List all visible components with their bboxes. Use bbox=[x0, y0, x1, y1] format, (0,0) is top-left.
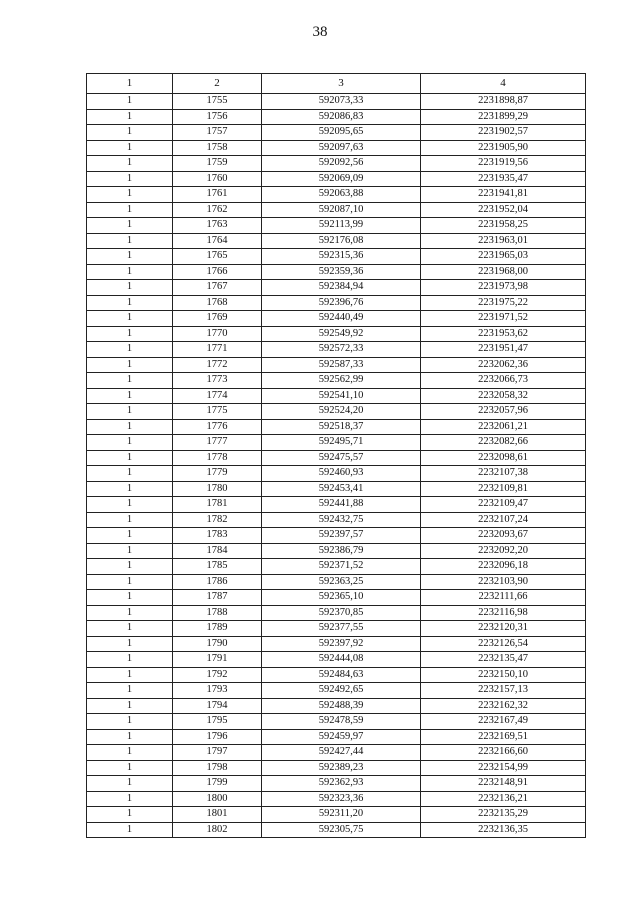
column-4-cell: 2232098,61 bbox=[421, 450, 586, 466]
column-2-cell: 1783 bbox=[173, 528, 262, 544]
column-1-cell: 1 bbox=[87, 202, 173, 218]
page-number: 38 bbox=[312, 24, 328, 40]
column-1-cell: 1 bbox=[87, 528, 173, 544]
column-4-cell: 2232136,21 bbox=[421, 791, 586, 807]
table-row bbox=[87, 466, 586, 482]
column-1-cell: 1 bbox=[87, 698, 173, 714]
column-1-cell: 1 bbox=[87, 249, 173, 265]
column-2-cell: 1796 bbox=[173, 729, 262, 745]
column-2-cell: 1802 bbox=[173, 822, 262, 838]
column-1-cell: 1 bbox=[87, 342, 173, 358]
column-3-cell: 592359,36 bbox=[262, 264, 421, 280]
column-3-cell: 592087,10 bbox=[262, 202, 421, 218]
column-3-cell: 592362,93 bbox=[262, 776, 421, 792]
table-header-row bbox=[87, 74, 586, 94]
column-1-cell: 1 bbox=[87, 295, 173, 311]
column-2-cell: 1781 bbox=[173, 497, 262, 513]
column-4-cell: 2232109,81 bbox=[421, 481, 586, 497]
column-2-cell: 1768 bbox=[173, 295, 262, 311]
table-row bbox=[87, 233, 586, 249]
table-row bbox=[87, 326, 586, 342]
column-2-cell: 1762 bbox=[173, 202, 262, 218]
column-4-cell: 2231898,87 bbox=[421, 94, 586, 110]
column-4-cell: 2232107,38 bbox=[421, 466, 586, 482]
column-2-cell: 1770 bbox=[173, 326, 262, 342]
column-2-cell: 1763 bbox=[173, 218, 262, 234]
column-1-cell: 1 bbox=[87, 218, 173, 234]
column-4-cell: 2231958,25 bbox=[421, 218, 586, 234]
column-2-cell: 1758 bbox=[173, 140, 262, 156]
column-1-cell: 1 bbox=[87, 822, 173, 838]
table-body bbox=[87, 94, 586, 838]
column-2-cell: 1756 bbox=[173, 109, 262, 125]
column-1-cell: 1 bbox=[87, 791, 173, 807]
table-row bbox=[87, 512, 586, 528]
column-3-cell: 592453,41 bbox=[262, 481, 421, 497]
table-row bbox=[87, 435, 586, 451]
table-row bbox=[87, 652, 586, 668]
column-2-cell: 1773 bbox=[173, 373, 262, 389]
column-1-cell: 1 bbox=[87, 512, 173, 528]
column-4-cell: 2231951,47 bbox=[421, 342, 586, 358]
column-3-cell: 592073,33 bbox=[262, 94, 421, 110]
table-row bbox=[87, 94, 586, 110]
column-1-cell: 1 bbox=[87, 388, 173, 404]
column-header-4: 4 bbox=[421, 74, 586, 94]
table-row bbox=[87, 807, 586, 823]
table-row bbox=[87, 264, 586, 280]
column-1-cell: 1 bbox=[87, 94, 173, 110]
table-row bbox=[87, 559, 586, 575]
column-1-cell: 1 bbox=[87, 125, 173, 141]
column-4-cell: 2232135,47 bbox=[421, 652, 586, 668]
column-4-cell: 2231968,00 bbox=[421, 264, 586, 280]
column-2-cell: 1786 bbox=[173, 574, 262, 590]
table-row bbox=[87, 776, 586, 792]
column-4-cell: 2231952,04 bbox=[421, 202, 586, 218]
table-row bbox=[87, 605, 586, 621]
table-row bbox=[87, 698, 586, 714]
column-3-cell: 592432,75 bbox=[262, 512, 421, 528]
column-4-cell: 2232058,32 bbox=[421, 388, 586, 404]
table-row bbox=[87, 140, 586, 156]
table-row bbox=[87, 497, 586, 513]
column-header-3: 3 bbox=[262, 74, 421, 94]
column-3-cell: 592370,85 bbox=[262, 605, 421, 621]
column-1-cell: 1 bbox=[87, 683, 173, 699]
column-3-cell: 592549,92 bbox=[262, 326, 421, 342]
table-row bbox=[87, 667, 586, 683]
table-row bbox=[87, 683, 586, 699]
table-row bbox=[87, 450, 586, 466]
table-row bbox=[87, 156, 586, 172]
column-2-cell: 1790 bbox=[173, 636, 262, 652]
column-4-cell: 2231899,29 bbox=[421, 109, 586, 125]
column-4-cell: 2232167,49 bbox=[421, 714, 586, 730]
column-1-cell: 1 bbox=[87, 140, 173, 156]
column-4-cell: 2231963,01 bbox=[421, 233, 586, 249]
coordinates-table bbox=[86, 73, 586, 838]
column-1-cell: 1 bbox=[87, 667, 173, 683]
column-4-cell: 2232135,29 bbox=[421, 807, 586, 823]
column-header-1: 1 bbox=[87, 74, 173, 94]
column-2-cell: 1775 bbox=[173, 404, 262, 420]
table-row bbox=[87, 791, 586, 807]
column-2-cell: 1766 bbox=[173, 264, 262, 280]
column-2-cell: 1791 bbox=[173, 652, 262, 668]
column-3-cell: 592492,65 bbox=[262, 683, 421, 699]
column-3-cell: 592396,76 bbox=[262, 295, 421, 311]
column-2-cell: 1764 bbox=[173, 233, 262, 249]
column-1-cell: 1 bbox=[87, 311, 173, 327]
column-3-cell: 592541,10 bbox=[262, 388, 421, 404]
column-1-cell: 1 bbox=[87, 466, 173, 482]
column-2-cell: 1798 bbox=[173, 760, 262, 776]
column-2-cell: 1793 bbox=[173, 683, 262, 699]
column-4-cell: 2231935,47 bbox=[421, 171, 586, 187]
column-2-cell: 1759 bbox=[173, 156, 262, 172]
column-1-cell: 1 bbox=[87, 745, 173, 761]
column-1-cell: 1 bbox=[87, 807, 173, 823]
column-3-cell: 592363,25 bbox=[262, 574, 421, 590]
column-1-cell: 1 bbox=[87, 543, 173, 559]
column-1-cell: 1 bbox=[87, 373, 173, 389]
column-1-cell: 1 bbox=[87, 264, 173, 280]
column-3-cell: 592371,52 bbox=[262, 559, 421, 575]
column-1-cell: 1 bbox=[87, 590, 173, 606]
column-2-cell: 1778 bbox=[173, 450, 262, 466]
column-3-cell: 592315,36 bbox=[262, 249, 421, 265]
column-2-cell: 1774 bbox=[173, 388, 262, 404]
column-4-cell: 2231902,57 bbox=[421, 125, 586, 141]
table-row bbox=[87, 419, 586, 435]
table-row bbox=[87, 714, 586, 730]
column-3-cell: 592397,57 bbox=[262, 528, 421, 544]
column-3-cell: 592365,10 bbox=[262, 590, 421, 606]
column-2-cell: 1772 bbox=[173, 357, 262, 373]
column-2-cell: 1760 bbox=[173, 171, 262, 187]
table-row bbox=[87, 543, 586, 559]
column-3-cell: 592063,88 bbox=[262, 187, 421, 203]
column-1-cell: 1 bbox=[87, 574, 173, 590]
column-3-cell: 592444,08 bbox=[262, 652, 421, 668]
column-4-cell: 2232166,60 bbox=[421, 745, 586, 761]
column-2-cell: 1785 bbox=[173, 559, 262, 575]
column-4-cell: 2232061,21 bbox=[421, 419, 586, 435]
column-1-cell: 1 bbox=[87, 760, 173, 776]
column-4-cell: 2231975,22 bbox=[421, 295, 586, 311]
column-4-cell: 2232157,13 bbox=[421, 683, 586, 699]
column-2-cell: 1797 bbox=[173, 745, 262, 761]
table-row bbox=[87, 249, 586, 265]
column-3-cell: 592384,94 bbox=[262, 280, 421, 296]
column-2-cell: 1789 bbox=[173, 621, 262, 637]
column-1-cell: 1 bbox=[87, 636, 173, 652]
column-3-cell: 592386,79 bbox=[262, 543, 421, 559]
column-4-cell: 2231941,81 bbox=[421, 187, 586, 203]
column-1-cell: 1 bbox=[87, 497, 173, 513]
column-2-cell: 1769 bbox=[173, 311, 262, 327]
column-3-cell: 592495,71 bbox=[262, 435, 421, 451]
column-4-cell: 2231971,52 bbox=[421, 311, 586, 327]
column-4-cell: 2231965,03 bbox=[421, 249, 586, 265]
column-3-cell: 592113,99 bbox=[262, 218, 421, 234]
table-row bbox=[87, 729, 586, 745]
column-4-cell: 2231953,62 bbox=[421, 326, 586, 342]
column-1-cell: 1 bbox=[87, 435, 173, 451]
column-4-cell: 2231919,56 bbox=[421, 156, 586, 172]
column-2-cell: 1784 bbox=[173, 543, 262, 559]
column-3-cell: 592086,83 bbox=[262, 109, 421, 125]
column-3-cell: 592488,39 bbox=[262, 698, 421, 714]
column-1-cell: 1 bbox=[87, 156, 173, 172]
column-1-cell: 1 bbox=[87, 233, 173, 249]
column-4-cell: 2232066,73 bbox=[421, 373, 586, 389]
column-3-cell: 592097,63 bbox=[262, 140, 421, 156]
column-1-cell: 1 bbox=[87, 714, 173, 730]
table-row bbox=[87, 388, 586, 404]
column-2-cell: 1794 bbox=[173, 698, 262, 714]
column-4-cell: 2232116,98 bbox=[421, 605, 586, 621]
column-2-cell: 1792 bbox=[173, 667, 262, 683]
column-2-cell: 1801 bbox=[173, 807, 262, 823]
column-3-cell: 592427,44 bbox=[262, 745, 421, 761]
table-row bbox=[87, 822, 586, 838]
column-1-cell: 1 bbox=[87, 404, 173, 420]
column-2-cell: 1788 bbox=[173, 605, 262, 621]
column-2-cell: 1779 bbox=[173, 466, 262, 482]
column-3-cell: 592092,56 bbox=[262, 156, 421, 172]
column-2-cell: 1757 bbox=[173, 125, 262, 141]
column-1-cell: 1 bbox=[87, 109, 173, 125]
column-3-cell: 592176,08 bbox=[262, 233, 421, 249]
table-row bbox=[87, 621, 586, 637]
column-1-cell: 1 bbox=[87, 171, 173, 187]
column-4-cell: 2232062,36 bbox=[421, 357, 586, 373]
column-2-cell: 1799 bbox=[173, 776, 262, 792]
table-row bbox=[87, 590, 586, 606]
column-4-cell: 2232162,32 bbox=[421, 698, 586, 714]
column-2-cell: 1755 bbox=[173, 94, 262, 110]
column-3-cell: 592440,49 bbox=[262, 311, 421, 327]
column-3-cell: 592323,36 bbox=[262, 791, 421, 807]
table-row bbox=[87, 187, 586, 203]
column-2-cell: 1765 bbox=[173, 249, 262, 265]
table-row bbox=[87, 202, 586, 218]
column-3-cell: 592518,37 bbox=[262, 419, 421, 435]
column-2-cell: 1771 bbox=[173, 342, 262, 358]
column-4-cell: 2232169,51 bbox=[421, 729, 586, 745]
column-1-cell: 1 bbox=[87, 450, 173, 466]
column-3-cell: 592397,92 bbox=[262, 636, 421, 652]
column-3-cell: 592389,23 bbox=[262, 760, 421, 776]
column-3-cell: 592305,75 bbox=[262, 822, 421, 838]
column-3-cell: 592478,59 bbox=[262, 714, 421, 730]
column-4-cell: 2232109,47 bbox=[421, 497, 586, 513]
column-4-cell: 2232093,67 bbox=[421, 528, 586, 544]
column-2-cell: 1777 bbox=[173, 435, 262, 451]
table-row bbox=[87, 311, 586, 327]
column-3-cell: 592069,09 bbox=[262, 171, 421, 187]
column-4-cell: 2232120,31 bbox=[421, 621, 586, 637]
column-4-cell: 2232148,91 bbox=[421, 776, 586, 792]
column-4-cell: 2232057,96 bbox=[421, 404, 586, 420]
table-row bbox=[87, 528, 586, 544]
column-1-cell: 1 bbox=[87, 419, 173, 435]
table-row bbox=[87, 125, 586, 141]
table-row bbox=[87, 760, 586, 776]
column-3-cell: 592562,99 bbox=[262, 373, 421, 389]
column-3-cell: 592572,33 bbox=[262, 342, 421, 358]
column-1-cell: 1 bbox=[87, 481, 173, 497]
column-4-cell: 2231973,98 bbox=[421, 280, 586, 296]
column-3-cell: 592460,93 bbox=[262, 466, 421, 482]
column-3-cell: 592095,65 bbox=[262, 125, 421, 141]
column-1-cell: 1 bbox=[87, 621, 173, 637]
column-4-cell: 2232103,90 bbox=[421, 574, 586, 590]
column-4-cell: 2232136,35 bbox=[421, 822, 586, 838]
column-2-cell: 1800 bbox=[173, 791, 262, 807]
column-4-cell: 2232092,20 bbox=[421, 543, 586, 559]
column-1-cell: 1 bbox=[87, 280, 173, 296]
column-3-cell: 592311,20 bbox=[262, 807, 421, 823]
column-4-cell: 2232154,99 bbox=[421, 760, 586, 776]
column-4-cell: 2232126,54 bbox=[421, 636, 586, 652]
table-row bbox=[87, 171, 586, 187]
table-row bbox=[87, 342, 586, 358]
column-3-cell: 592441,88 bbox=[262, 497, 421, 513]
column-2-cell: 1780 bbox=[173, 481, 262, 497]
column-1-cell: 1 bbox=[87, 187, 173, 203]
column-1-cell: 1 bbox=[87, 652, 173, 668]
column-2-cell: 1776 bbox=[173, 419, 262, 435]
column-4-cell: 2231905,90 bbox=[421, 140, 586, 156]
column-2-cell: 1795 bbox=[173, 714, 262, 730]
column-4-cell: 2232150,10 bbox=[421, 667, 586, 683]
table-row bbox=[87, 218, 586, 234]
table-row bbox=[87, 280, 586, 296]
column-3-cell: 592484,63 bbox=[262, 667, 421, 683]
column-1-cell: 1 bbox=[87, 776, 173, 792]
column-2-cell: 1787 bbox=[173, 590, 262, 606]
column-header-2: 2 bbox=[173, 74, 262, 94]
table-row bbox=[87, 481, 586, 497]
column-2-cell: 1782 bbox=[173, 512, 262, 528]
column-3-cell: 592377,55 bbox=[262, 621, 421, 637]
column-3-cell: 592587,33 bbox=[262, 357, 421, 373]
column-3-cell: 592475,57 bbox=[262, 450, 421, 466]
table-row bbox=[87, 295, 586, 311]
column-3-cell: 592524,20 bbox=[262, 404, 421, 420]
column-4-cell: 2232082,66 bbox=[421, 435, 586, 451]
column-1-cell: 1 bbox=[87, 559, 173, 575]
column-4-cell: 2232111,66 bbox=[421, 590, 586, 606]
column-4-cell: 2232107,24 bbox=[421, 512, 586, 528]
column-1-cell: 1 bbox=[87, 326, 173, 342]
table-row bbox=[87, 109, 586, 125]
table-row bbox=[87, 745, 586, 761]
column-1-cell: 1 bbox=[87, 357, 173, 373]
table-row bbox=[87, 373, 586, 389]
column-1-cell: 1 bbox=[87, 729, 173, 745]
column-4-cell: 2232096,18 bbox=[421, 559, 586, 575]
column-2-cell: 1767 bbox=[173, 280, 262, 296]
column-2-cell: 1761 bbox=[173, 187, 262, 203]
table-row bbox=[87, 357, 586, 373]
column-1-cell: 1 bbox=[87, 605, 173, 621]
table-row bbox=[87, 574, 586, 590]
table-row bbox=[87, 636, 586, 652]
column-3-cell: 592459,97 bbox=[262, 729, 421, 745]
table-row bbox=[87, 404, 586, 420]
